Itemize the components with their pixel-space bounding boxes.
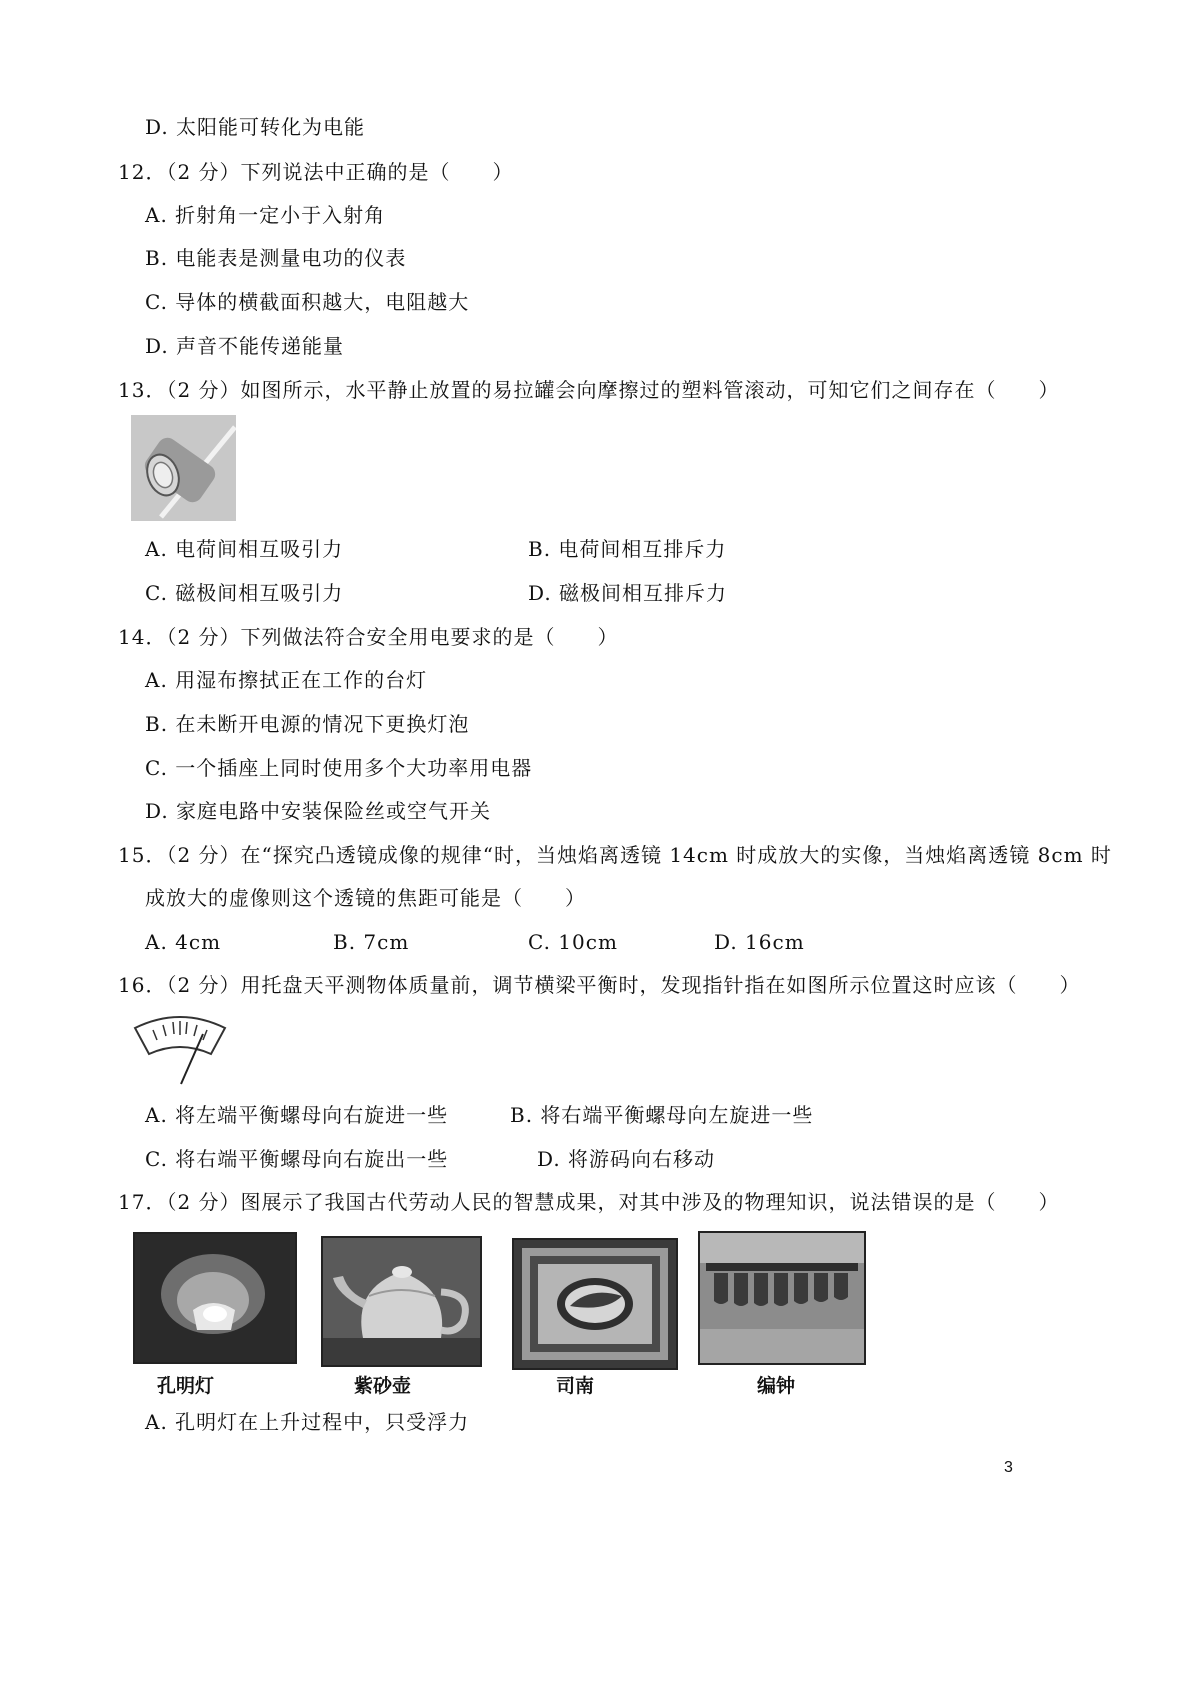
q14-option-b: B. 在未断开电源的情况下更换灯泡 <box>145 712 470 736</box>
page-number: 3 <box>1004 1459 1013 1476</box>
q16-option-c: C. 将右端平衡螺母向右旋出一些 <box>145 1147 449 1171</box>
q12-stem: 12．（2 分）下列说法中正确的是（ ） <box>118 160 514 184</box>
q12-option-d: D. 声音不能传递能量 <box>145 334 345 358</box>
q15-option-b: B. 7cm <box>333 930 410 954</box>
q13-option-b: B. 电荷间相互排斥力 <box>528 537 727 561</box>
caption-sinan: 司南 <box>556 1375 595 1397</box>
q14-stem: 14．（2 分）下列做法符合安全用电要求的是（ ） <box>118 625 619 649</box>
balance-pointer-figure <box>131 1010 229 1088</box>
q15-option-d: D. 16cm <box>714 930 805 954</box>
q13-option-a: A. 电荷间相互吸引力 <box>145 537 344 561</box>
q14-option-a: A. 用湿布擦拭正在工作的台灯 <box>145 668 428 692</box>
q14-option-c: C. 一个插座上同时使用多个大功率用电器 <box>145 756 533 780</box>
q17-option-a: A. 孔明灯在上升过程中，只受浮力 <box>145 1410 470 1434</box>
q16-option-d: D. 将游码向右移动 <box>537 1147 716 1171</box>
can-figure <box>131 415 236 521</box>
q11-option-d: D. 太阳能可转化为电能 <box>145 115 366 139</box>
q13-option-c: C. 磁极间相互吸引力 <box>145 581 344 605</box>
q13-option-d: D. 磁极间相互排斥力 <box>528 581 728 605</box>
q13-stem: 13．（2 分）如图所示，水平静止放置的易拉罐会向摩擦过的塑料管滚动，可知它们之间存在（ ） <box>118 378 1060 402</box>
q12-option-b: B. 电能表是测量电功的仪表 <box>145 246 407 270</box>
bianzhong-bells-photo <box>698 1231 866 1365</box>
q15-option-c: C. 10cm <box>528 930 618 954</box>
q12-option-c: C. 导体的横截面积越大，电阻越大 <box>145 290 470 314</box>
q15-option-a: A. 4cm <box>145 930 222 954</box>
q14-option-d: D. 家庭电路中安装保险丝或空气开关 <box>145 799 492 823</box>
q16-option-a: A. 将左端平衡螺母向右旋进一些 <box>145 1103 449 1127</box>
q15-stem-line1: 15．（2 分）在“探究凸透镜成像的规律“时，当烛焰离透镜 14cm 时成放大的实像，当烛焰离透镜 8cm 时 <box>118 843 1112 867</box>
q16-option-b: B. 将右端平衡螺母向左旋进一些 <box>510 1103 814 1127</box>
q17-stem: 17．（2 分）图展示了我国古代劳动人民的智慧成果，对其中涉及的物理知识，说法错误的是（ ） <box>118 1190 1060 1214</box>
q16-stem: 16．（2 分）用托盘天平测物体质量前，调节横梁平衡时，发现指针指在如图所示位置这时应该（ ） <box>118 973 1081 997</box>
teapot-photo <box>321 1236 482 1367</box>
kongming-lantern-photo <box>133 1232 297 1364</box>
caption-bianzhong: 编钟 <box>757 1375 796 1397</box>
sinan-compass-photo <box>512 1238 678 1370</box>
q12-option-a: A. 折射角一定小于入射角 <box>145 203 386 227</box>
caption-kongming-lantern: 孔明灯 <box>157 1375 215 1397</box>
caption-teapot: 紫砂壶 <box>354 1375 412 1397</box>
q15-stem-line2: 成放大的虚像则这个透镜的焦距可能是（ ） <box>145 886 586 910</box>
